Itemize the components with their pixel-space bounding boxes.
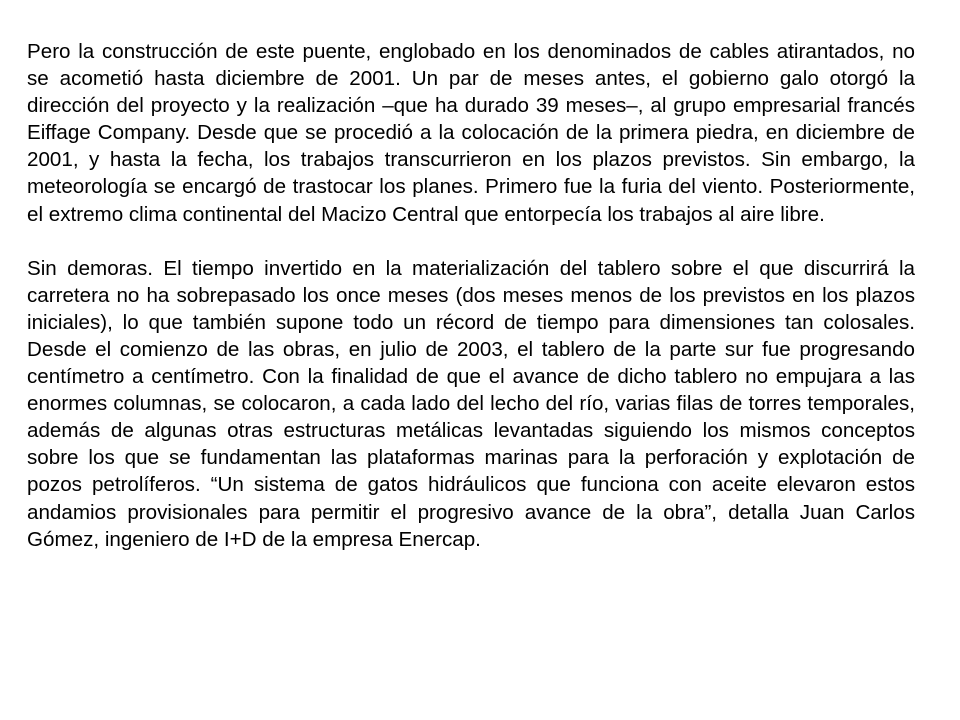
text-body — [27, 38, 915, 553]
paragraph-sin-demoras: Sin demoras. El tiempo invertido en la materialización del tablero sobre el que discurrirá la carretera no ha sobrepasado los once meses (dos meses menos de los previstos en los plazos iniciales), lo que también supone todo un récord de tiempo para dimensiones tan colosales. Desde el comienzo de las obras, en julio de 2003, el tablero de la parte sur fue progresando centímetro a centímetro. Con la finalidad de que el avance de dicho tablero no empujara a las enormes columnas, se colocaron, a cada lado del lecho del río, varias filas de torres temporales, además de algunas otras estructuras metálicas levantadas siguiendo los mismos conceptos sobre los que se fundamentan las plataformas marinas para la perforación y explotación de pozos petrolíferos. “Un sistema de gatos hidráulicos que funciona con aceite elevaron estos andamios provisionales para permitir el progresivo avance de la obra”, detalla Juan Carlos Gómez, ingeniero de I+D de la empresa Enercap. — [27, 256, 915, 551]
paragraph-construction: Pero la construcción de este puente, englobado en los denominados de cables atirantados, no se acometió hasta diciembre de 2001. Un par de meses antes, el gobierno galo otorgó la dirección del proyecto y la realización –que ha durado 39 meses–, al grupo empresarial francés Eiffage Company. Desde que se procedió a la colocación de la primera piedra, en diciembre de 2001, y hasta la fecha, los trabajos transcurrieron en los plazos previstos. Sin embargo, la meteorología se encargó de trastocar los planes. Primero fue la furia del viento. Posteriormente, el extremo clima continental del Macizo Central que entorpecía los trabajos al aire libre. — [27, 40, 915, 226]
